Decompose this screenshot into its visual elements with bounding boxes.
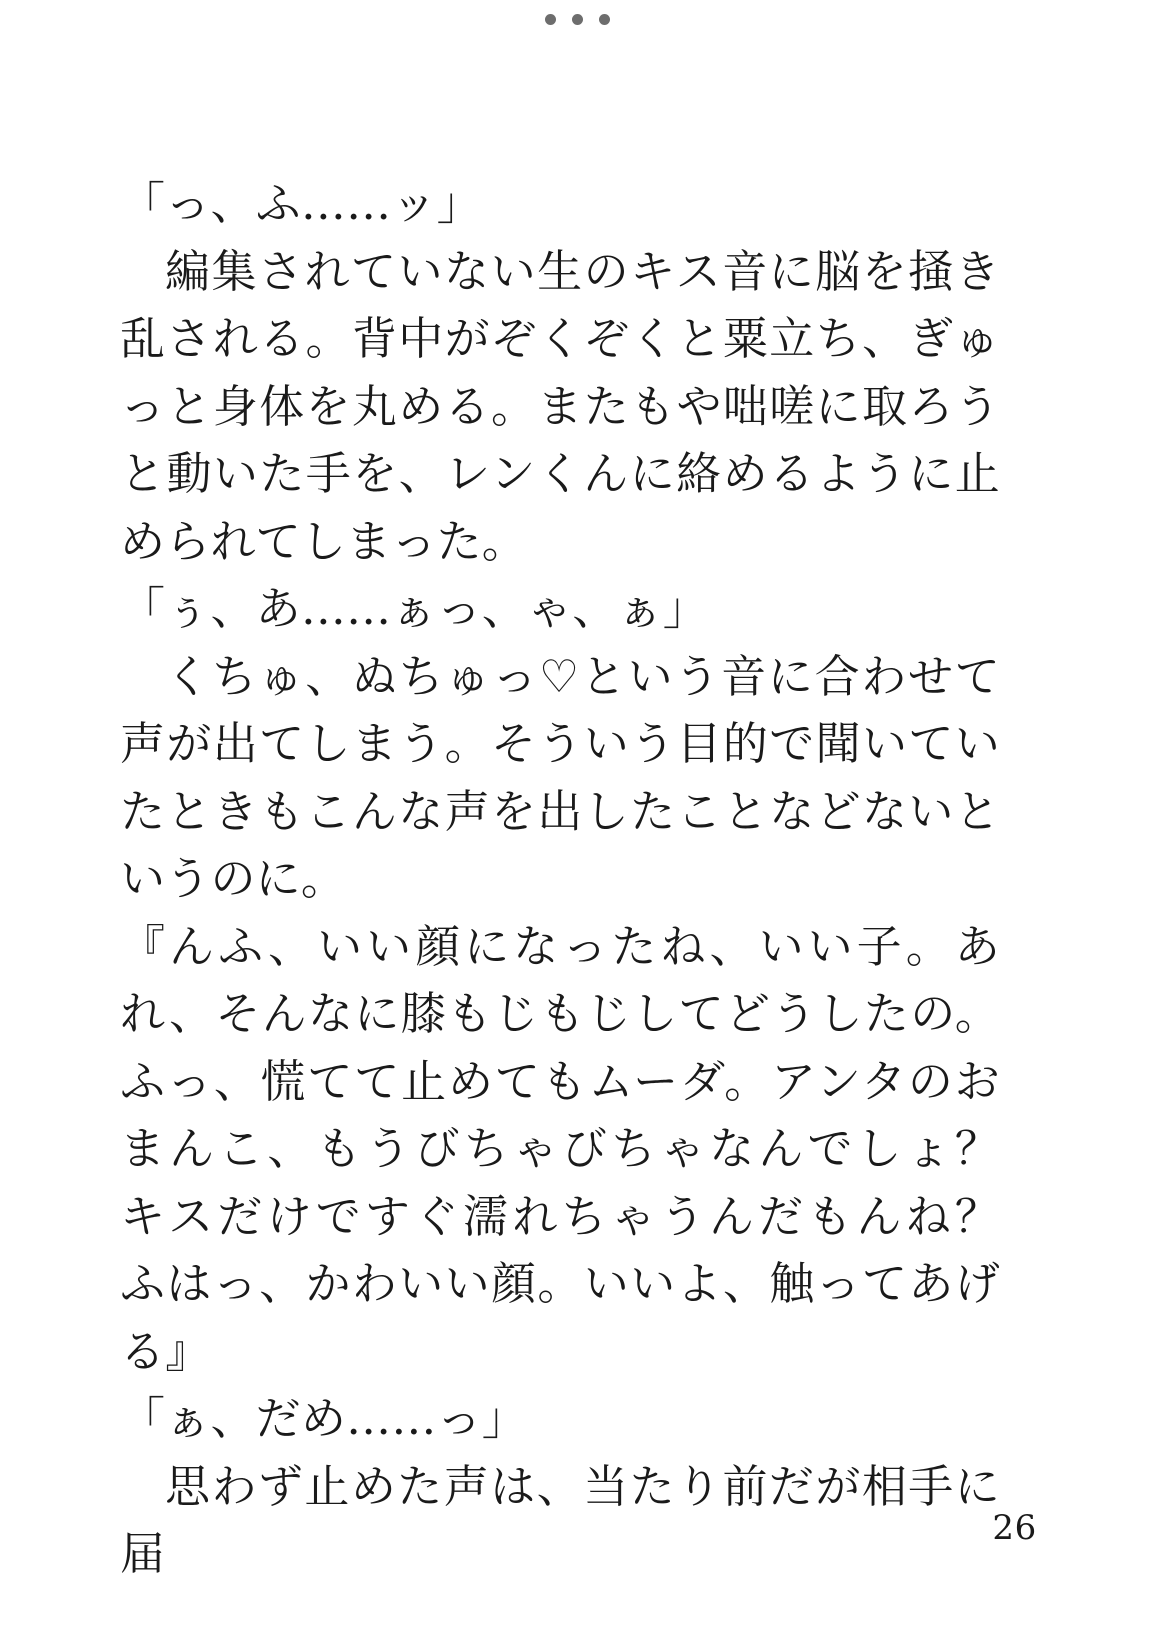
three-dot-ornament (0, 14, 1155, 25)
page-number: 26 (992, 1508, 1037, 1548)
ornament-dot (599, 14, 610, 25)
paragraph: 思わず止めた声は、当たり前だが相手に届 (120, 1459, 1000, 1580)
paragraph: 「ぁ、だめ……っ」 (120, 1392, 528, 1445)
paragraph: 編集されていない生のキス音に脳を掻き乱される。背中がぞくぞくと粟立ち、ぎゅっと身体を丸める。またもや咄嗟に取ろうと動いた手を、レンくんに絡めるように止められてしまった。 (120, 244, 1000, 568)
paragraph: 「ぅ、あ……ぁっ、ゃ、ぁ」 (120, 582, 708, 635)
paragraph: 『んふ、いい顔になったね、いい子。あれ、そんなに膝もじもじしてどうしたの。ふっ、慌てて止めてもムーダ。アンタのおまんこ、もうびちゃびちゃなんでしょ？ キスだけですぐ濡れちゃうんだもんね？ ふはっ、かわいい顔。いいよ、触ってあげる』 (120, 919, 1046, 1378)
ornament-dot (545, 14, 556, 25)
ornament-dot (572, 14, 583, 25)
paragraph: 「っ、ふ……ッ」 (120, 177, 482, 230)
paragraph: くちゅ、ぬちゅっ♡という音に合わせて声が出てしまう。そういう目的で聞いていたときもこんな声を出したことなどないというのに。 (120, 649, 1000, 905)
